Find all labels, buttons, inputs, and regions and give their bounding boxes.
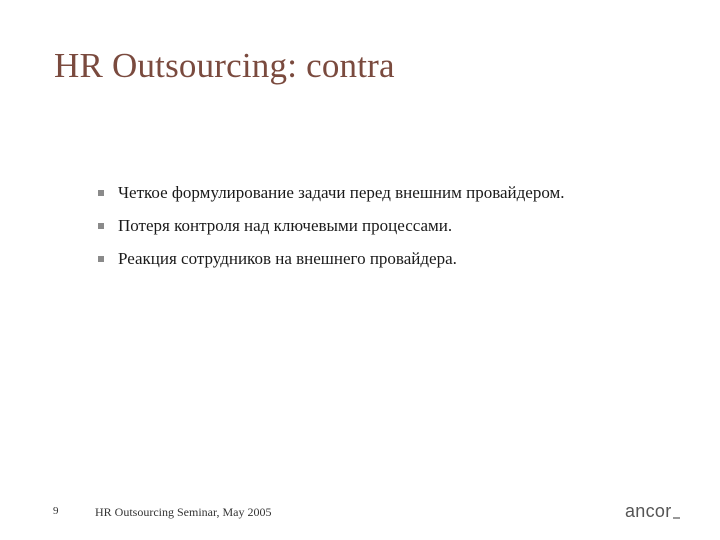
page-number: 9 [53, 505, 59, 517]
ancor-logo [625, 498, 680, 520]
bullet-text: Четкое формулирование задачи перед внешним провайдером. [118, 182, 565, 202]
bullet-list [98, 176, 565, 275]
bullet-text: Потеря контроля над ключевыми процессами. [118, 215, 453, 235]
square-bullet-icon [98, 223, 104, 229]
bullet-item [98, 176, 565, 209]
bullet-text: Реакция сотрудников на внешнего провайдера. [118, 248, 457, 268]
square-bullet-icon [98, 256, 104, 262]
square-bullet-icon [98, 190, 104, 196]
slide-title: HR Outsourcing: contra [54, 46, 395, 85]
logo-underscore-icon [673, 517, 680, 519]
title-divider [54, 104, 666, 105]
bullet-item [98, 242, 565, 275]
logo-text: ancor [625, 501, 672, 521]
bullet-item [98, 209, 565, 242]
footer-text: HR Outsourcing Seminar, May 2005 [95, 505, 272, 519]
